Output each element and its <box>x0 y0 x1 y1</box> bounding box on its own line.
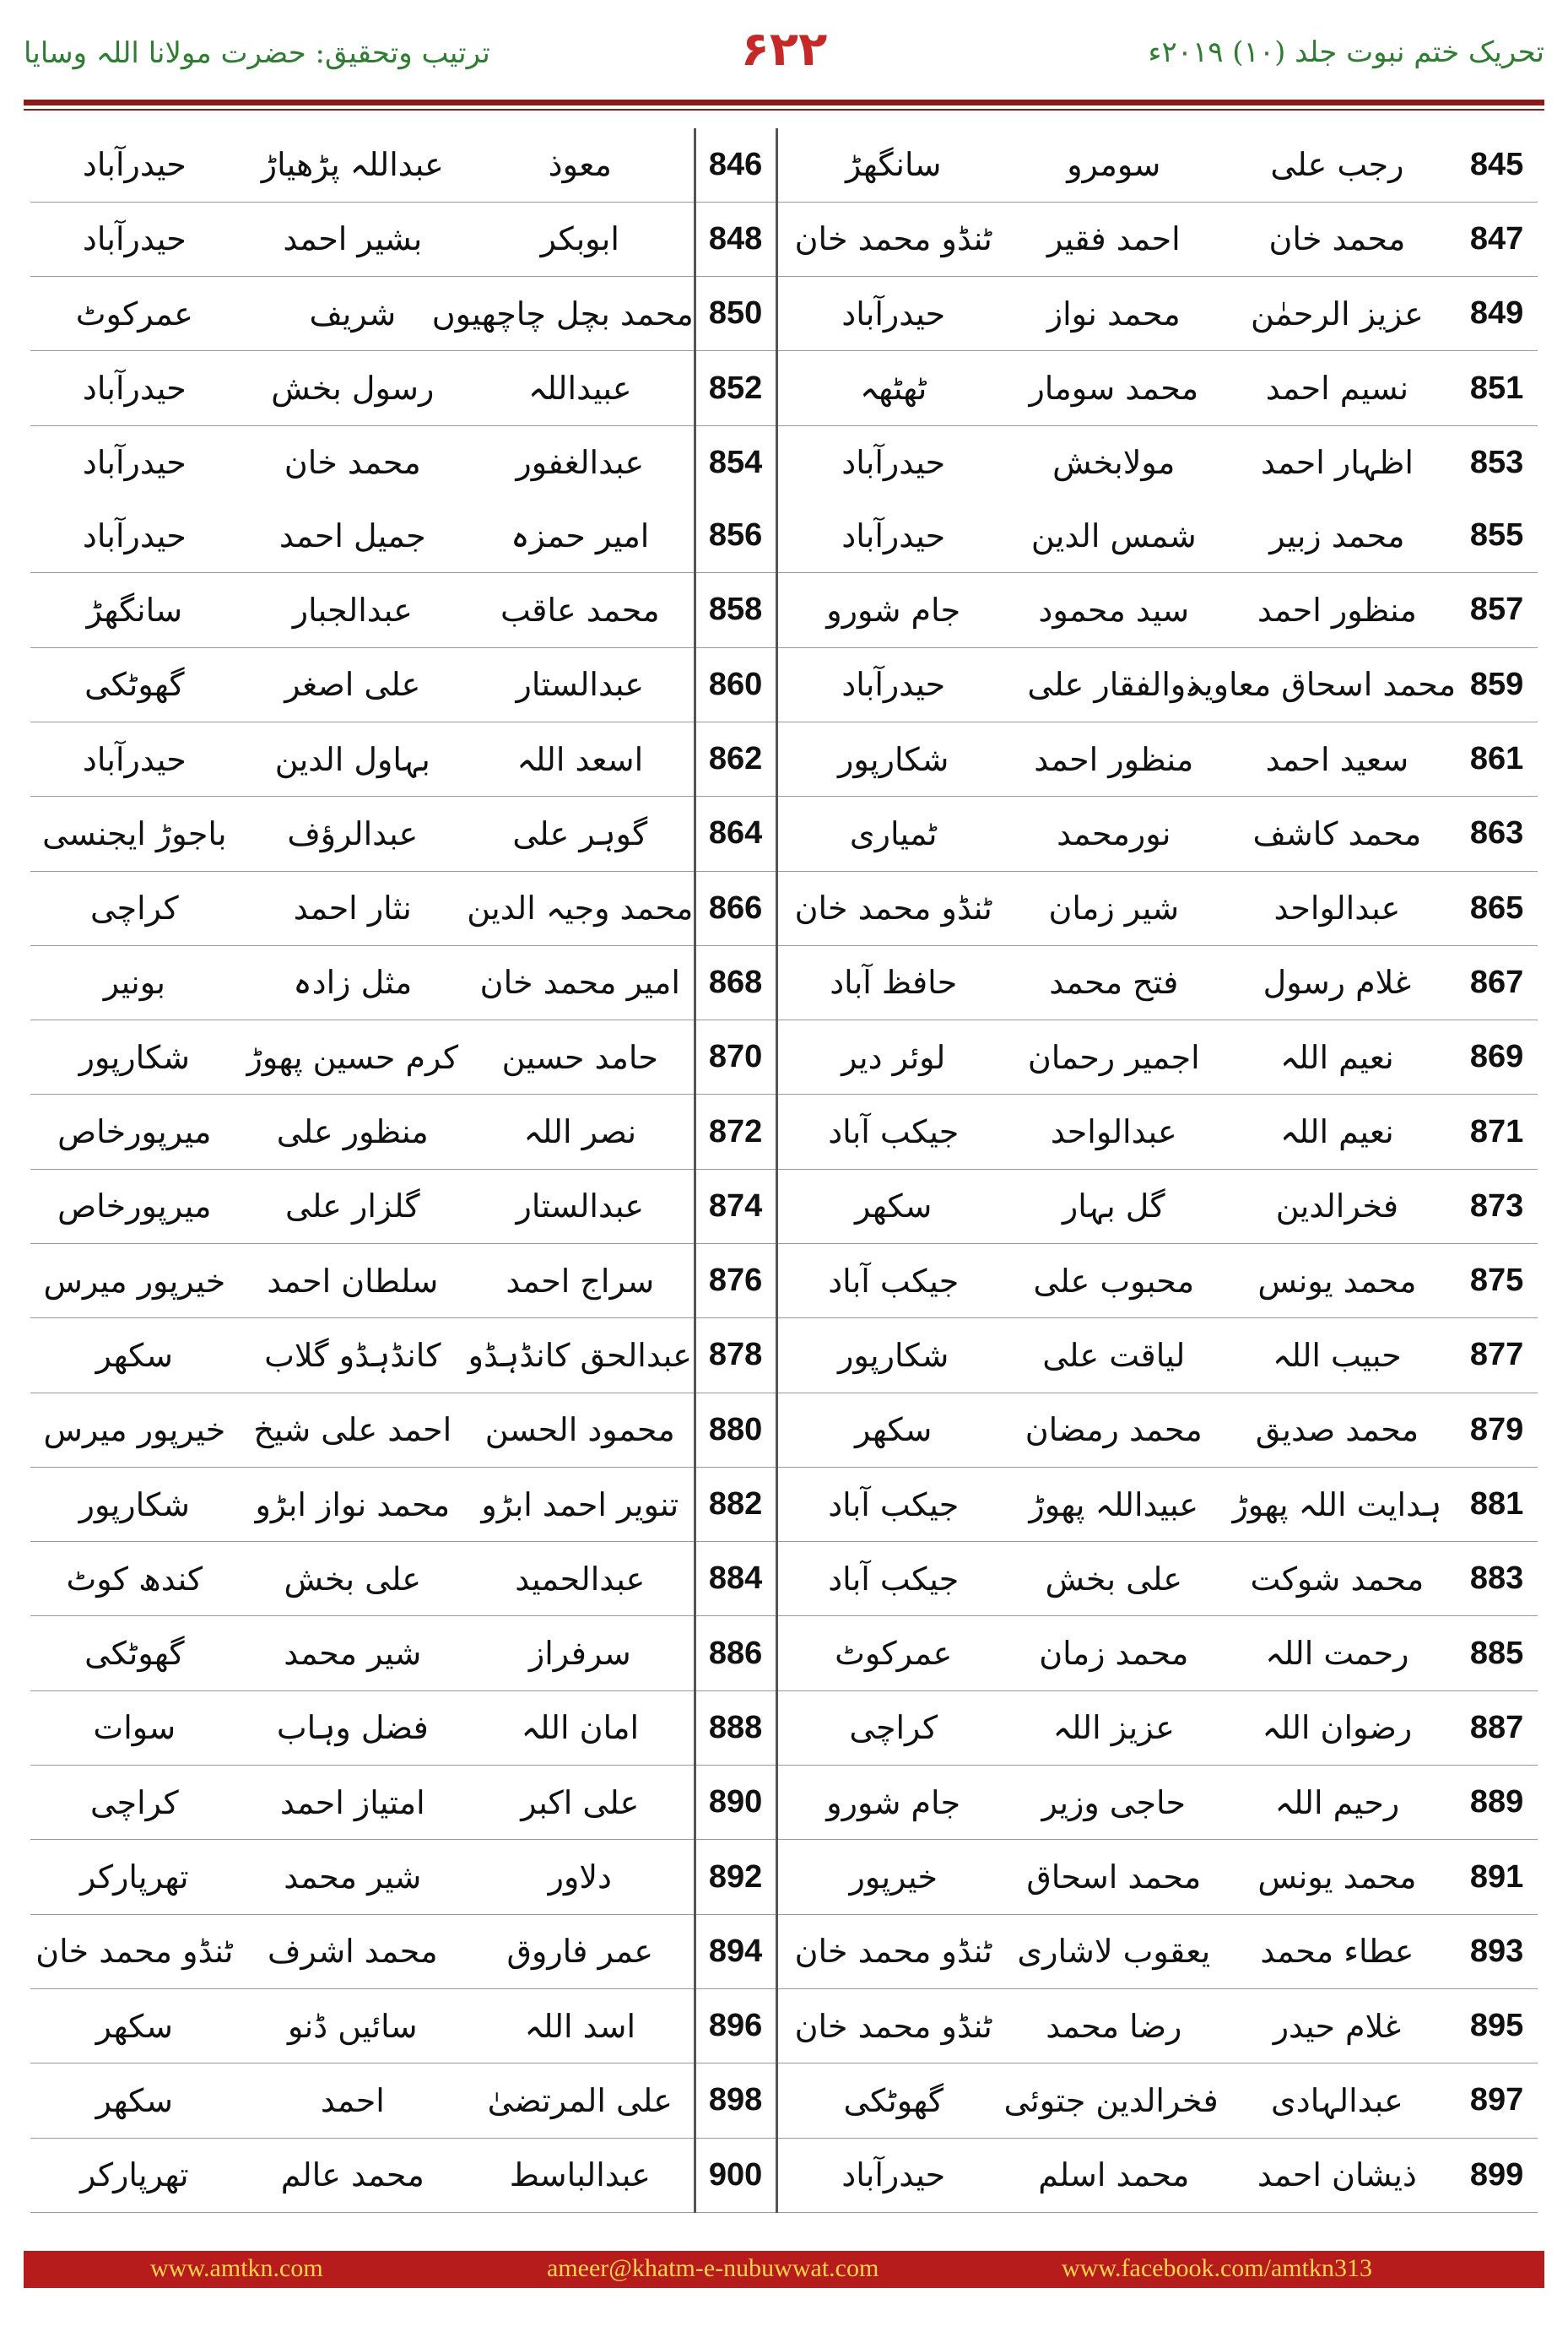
entry-father-name: محمد اسلم <box>1038 2156 1190 2194</box>
entry-city: تھرپارکر <box>80 2156 189 2194</box>
entry-father-name: احمد فقیر <box>1046 220 1181 258</box>
table-row <box>30 1467 1538 1541</box>
entry-name: عمر فاروق <box>506 1933 654 1971</box>
entry-name: نعیم اللہ <box>1280 1113 1394 1151</box>
entry-father-name: سید محمود <box>1038 591 1190 629</box>
entry-number: 875 <box>1469 1263 1524 1299</box>
entry-father-name: گل بہار <box>1062 1187 1165 1225</box>
entry-city: سوات <box>93 1709 176 1747</box>
entry-father-name: بہاول الدین <box>274 740 430 778</box>
entry-name: سراج احمد <box>506 1262 655 1300</box>
entry-name: عبدالحمید <box>515 1560 646 1598</box>
entry-father-name: مولابخش <box>1052 444 1176 482</box>
entry-number: 851 <box>1469 370 1524 406</box>
entry-number: 856 <box>695 500 776 573</box>
entry-father-name: نورمحمد <box>1057 814 1171 852</box>
entry-father-name: شیر محمد <box>284 1635 422 1673</box>
entry-city: گھوٹکی <box>84 1635 185 1673</box>
entry-name: رضوان اللہ <box>1262 1709 1413 1747</box>
entry-city: حیدرآباد <box>82 444 187 482</box>
entry-father-name: اجمیر رحمان <box>1027 1038 1200 1076</box>
entry-father-name: عبیداللہ پھوڑ <box>1029 1485 1199 1523</box>
entry-name: محمد اسحاق معاویہ <box>1185 666 1457 704</box>
table-row <box>30 1542 1538 1616</box>
entry-name: عطاء محمد <box>1260 1933 1414 1971</box>
entry-number: 867 <box>1469 964 1524 1000</box>
entry-number: 847 <box>1469 220 1524 257</box>
entry-number: 897 <box>1469 2082 1524 2118</box>
entry-city: جیکب آباد <box>776 1542 1009 1616</box>
entry-number: 874 <box>695 1169 776 1243</box>
entry-name: محمد عاقب <box>500 591 660 629</box>
entry-number: 881 <box>1469 1486 1524 1523</box>
entry-father-name: محمد سومار <box>1029 370 1199 408</box>
entry-number: 876 <box>695 1244 776 1318</box>
entry-city: خیرپور <box>776 1840 1009 1914</box>
entry-number: 896 <box>695 1988 776 2063</box>
entry-father-name: عبدالجبار <box>292 591 413 629</box>
entry-father-name: ذوالفقار علی <box>1027 666 1201 704</box>
website-link[interactable]: www.amtkn.com <box>150 2254 323 2282</box>
entry-father-name: حاجی وزیر <box>1041 1783 1187 1821</box>
entry-city: ٹنڈو محمد خان <box>776 1988 1009 2063</box>
entry-name: گوہر علی <box>512 814 648 852</box>
entry-name: سرفراز <box>528 1635 631 1673</box>
entry-number: 868 <box>695 945 776 1020</box>
entry-father-name: نثار احمد <box>293 890 412 928</box>
table-row <box>30 1914 1538 1988</box>
entry-number: 855 <box>1469 517 1524 554</box>
entry-number: 846 <box>695 128 776 202</box>
entry-name: غلام حیدر <box>1273 2007 1402 2045</box>
entry-number: 899 <box>1469 2156 1524 2193</box>
book-title: تحریک ختم نبوت جلد (۱۰) ۲۰۱۹ء <box>1148 35 1544 69</box>
entry-father-name: سومرو <box>1067 146 1161 184</box>
entry-name: محمد صدیق <box>1255 1411 1419 1449</box>
header-rule <box>24 100 1544 105</box>
facebook-link[interactable]: www.facebook.com/amtkn313 <box>1062 2254 1372 2282</box>
entry-father-name: عبدالرؤف <box>287 814 419 852</box>
table-row <box>30 945 1538 1020</box>
entry-city: خیرپور میرس <box>43 1411 226 1449</box>
entry-father-name: مثل زادہ <box>293 964 413 1002</box>
entry-name: معوذ <box>548 146 612 184</box>
entry-city: حیدرآباد <box>776 425 1009 499</box>
entry-city: جیکب آباد <box>776 1467 1009 1541</box>
entry-father-name: فخرالدین جتوئی <box>1003 2081 1219 2119</box>
entry-city: میرپورخاص <box>57 1113 212 1151</box>
entry-number: 849 <box>1469 295 1524 332</box>
entry-number: 892 <box>695 1840 776 1914</box>
entry-number: 850 <box>695 277 776 351</box>
entry-city: ٹھٹھہ <box>776 351 1009 425</box>
entry-name: تنویر احمد ابڑو <box>481 1485 679 1523</box>
entry-father-name: رضا محمد <box>1046 2007 1182 2045</box>
entry-name: محمد کاشف <box>1252 814 1422 852</box>
table-row <box>30 202 1538 276</box>
entry-city: گھوٹکی <box>776 2063 1009 2138</box>
entry-city: سکھر <box>95 2007 173 2045</box>
entry-name: سعید احمد <box>1265 740 1409 778</box>
table-row <box>30 797 1538 871</box>
table-row <box>30 1616 1538 1690</box>
entry-father-name: لیاقت علی <box>1042 1336 1186 1374</box>
entry-name: ابوبکر <box>540 220 619 258</box>
table-row <box>30 1840 1538 1914</box>
entry-city: کراچی <box>89 890 179 928</box>
names-table <box>30 128 1538 2213</box>
table-row <box>30 1020 1538 1095</box>
entry-city: حیدرآباد <box>82 370 187 408</box>
table-row <box>30 425 1538 499</box>
table-row <box>30 128 1538 202</box>
entry-city: جام شورو <box>776 573 1009 647</box>
page-header <box>24 19 1544 95</box>
entry-number: 873 <box>1469 1187 1524 1224</box>
entry-city: حیدرآباد <box>776 647 1009 722</box>
table-row <box>30 2063 1538 2138</box>
entry-father-name: محمد نواز ابڑو <box>255 1485 451 1523</box>
entry-father-name: شریف <box>309 295 397 333</box>
entry-city: عمرکوٹ <box>75 295 193 333</box>
entry-city: حافظ آباد <box>776 945 1009 1020</box>
entry-number: 857 <box>1469 592 1524 628</box>
entry-name: اسعد اللہ <box>516 740 644 778</box>
entry-number: 900 <box>695 2138 776 2212</box>
entry-name: عبدالہادی <box>1271 2081 1403 2119</box>
entry-father-name: فضل وہاب <box>276 1709 429 1747</box>
page-footer <box>24 2251 1544 2288</box>
entry-city: جیکب آباد <box>776 1095 1009 1169</box>
entry-city: شکارپور <box>78 1038 190 1076</box>
entry-name: علی المرتضیٰ <box>487 2081 673 2119</box>
entry-city: ٹنڈو محمد خان <box>776 871 1009 945</box>
entry-father-name: رسول بخش <box>271 370 435 408</box>
entry-father-name: سلطان احمد <box>267 1262 439 1300</box>
header-rule-thin <box>24 109 1544 111</box>
entry-father-name: یعقوب لاشاری <box>1017 1933 1211 1971</box>
table-row <box>30 2138 1538 2212</box>
entry-number: 862 <box>695 722 776 796</box>
table-row <box>30 1169 1538 1243</box>
entry-number: 898 <box>695 2063 776 2138</box>
entry-number: 872 <box>695 1095 776 1169</box>
entry-father-name: محمد اسحاق <box>1026 1858 1202 1896</box>
entry-number: 878 <box>695 1318 776 1393</box>
entry-city: جیکب آباد <box>776 1244 1009 1318</box>
entry-father-name: محمد خان <box>284 444 421 482</box>
entry-father-name: کانڈہڈو گلاب <box>264 1336 441 1374</box>
entry-number: 848 <box>695 202 776 276</box>
entry-father-name: شیر محمد <box>284 1858 422 1896</box>
entry-name: محمد وجیہ الدین <box>467 890 694 928</box>
entry-number: 870 <box>695 1020 776 1095</box>
entry-father-name: فتح محمد <box>1049 964 1179 1002</box>
entry-name: امیر محمد خان <box>479 964 680 1002</box>
entry-father-name: احمد علی شیخ <box>253 1411 452 1449</box>
entry-city: کندھ کوٹ <box>66 1560 203 1598</box>
entry-number: 860 <box>695 647 776 722</box>
entry-number: 861 <box>1469 741 1524 777</box>
entry-city: لوئر دیر <box>776 1020 1009 1095</box>
entry-father-name: منظور احمد <box>1034 740 1194 778</box>
table-row <box>30 1318 1538 1393</box>
entry-father-name: امتیاز احمد <box>279 1783 425 1821</box>
entry-number: 885 <box>1469 1635 1524 1671</box>
entry-name: عبدالستار <box>516 666 645 704</box>
entry-name: عبدالستار <box>516 1187 645 1225</box>
entry-name: نسیم احمد <box>1265 370 1409 408</box>
entry-name: نعیم اللہ <box>1280 1038 1394 1076</box>
page-number: ۶۲۲ <box>740 22 828 77</box>
entry-father-name: شیر زمان <box>1048 890 1180 928</box>
entry-number: 852 <box>695 351 776 425</box>
entry-number: 869 <box>1469 1039 1524 1075</box>
entry-number: 882 <box>695 1467 776 1541</box>
entry-number: 893 <box>1469 1933 1524 1969</box>
table-row <box>30 277 1538 351</box>
entry-name: حامد حسین <box>501 1038 658 1076</box>
entry-name: فخرالدین <box>1275 1187 1399 1225</box>
entry-city: شکارپور <box>776 722 1009 796</box>
email-link[interactable]: ameer@khatm-e-nubuwwat.com <box>547 2254 879 2282</box>
entry-father-name: علی بخش <box>284 1560 422 1598</box>
entry-number: 854 <box>695 425 776 499</box>
entry-number: 864 <box>695 797 776 871</box>
entry-father-name: محمد زمان <box>1039 1635 1189 1673</box>
entry-name: حبیب اللہ <box>1272 1336 1402 1374</box>
entry-number: 879 <box>1469 1411 1524 1447</box>
entry-city: سکھر <box>95 2081 173 2119</box>
table-row <box>30 647 1538 722</box>
entry-name: عبدالباسط <box>509 2156 651 2194</box>
entry-name: دلاور <box>548 1858 612 1896</box>
entry-number: 865 <box>1469 890 1524 926</box>
entry-name: محمد شوکت <box>1250 1560 1425 1598</box>
entry-city: تھرپارکر <box>80 1858 189 1896</box>
entry-name: رجب علی <box>1270 146 1404 184</box>
entry-city: ٹنڈو محمد خان <box>35 1933 234 1971</box>
entry-city: کراچی <box>776 1690 1009 1765</box>
table-row <box>30 1095 1538 1169</box>
entry-city: ٹنڈو محمد خان <box>776 1914 1009 1988</box>
entry-city: حیدرآباد <box>82 740 187 778</box>
entry-city: سکھر <box>776 1393 1009 1467</box>
entry-name: علی اکبر <box>521 1783 640 1821</box>
entry-city: حیدرآباد <box>82 517 187 554</box>
entry-father-name: علی اصغر <box>284 666 421 704</box>
table-row <box>30 1766 1538 1840</box>
entry-name: محمد زبیر <box>1269 517 1405 554</box>
entry-city: سانگھڑ <box>86 591 183 629</box>
entry-city: خیرپور میرس <box>43 1262 226 1300</box>
entry-number: 895 <box>1469 2008 1524 2044</box>
entry-name: اسد اللہ <box>524 2007 635 2045</box>
entry-number: 883 <box>1469 1560 1524 1597</box>
entry-father-name: منظور علی <box>276 1113 429 1151</box>
entry-father-name: کرم حسین پھوڑ <box>246 1038 459 1076</box>
entry-father-name: محبوب علی <box>1033 1262 1195 1300</box>
entry-city: میرپورخاص <box>57 1187 212 1225</box>
entry-name: نصر اللہ <box>523 1113 637 1151</box>
entry-city: حیدرآباد <box>776 500 1009 573</box>
table-row <box>30 351 1538 425</box>
entry-number: 886 <box>695 1616 776 1690</box>
entry-name: امیر حمزہ <box>511 517 650 554</box>
entry-city: کراچی <box>89 1783 179 1821</box>
entry-name: محمد خان <box>1268 220 1406 258</box>
entry-number: 894 <box>695 1914 776 1988</box>
entry-city: بونیر <box>103 964 165 1002</box>
entry-name: منظور احمد <box>1257 591 1417 629</box>
entry-name: امان اللہ <box>521 1709 640 1747</box>
entry-city: حیدرآباد <box>776 277 1009 351</box>
table-row <box>30 1244 1538 1318</box>
entry-city: شکارپور <box>776 1318 1009 1393</box>
entry-number: 877 <box>1469 1337 1524 1373</box>
entry-city: حیدرآباد <box>82 220 187 258</box>
entry-number: 845 <box>1469 146 1524 182</box>
entry-name: عبدالواحد <box>1273 890 1401 928</box>
entry-name: محمد یونس <box>1257 1262 1417 1300</box>
entry-number: 863 <box>1469 815 1524 852</box>
entry-number: 866 <box>695 871 776 945</box>
entry-city: گھوٹکی <box>84 666 185 704</box>
entry-number: 884 <box>695 1542 776 1616</box>
entry-father-name: محمد اشرف <box>267 1933 438 1971</box>
entry-father-name: گلزار علی <box>285 1187 420 1225</box>
entry-name: عبدالحق کانڈہڈو <box>468 1336 692 1374</box>
entry-city: جام شورو <box>776 1766 1009 1840</box>
entry-name: عبدالغفور <box>516 444 645 482</box>
entry-name: غلام رسول <box>1263 964 1412 1002</box>
table-body <box>30 128 1538 2213</box>
entry-name: عزیز الرحمٰن <box>1251 295 1424 333</box>
entry-number: 890 <box>695 1766 776 1840</box>
entry-number: 887 <box>1469 1709 1524 1745</box>
entry-father-name: جمیل احمد <box>278 517 426 554</box>
entry-father-name: عبدالواحد <box>1050 1113 1177 1151</box>
entry-city: ٹمیاری <box>776 797 1009 871</box>
entry-number: 889 <box>1469 1784 1524 1820</box>
table-row <box>30 500 1538 573</box>
entry-number: 880 <box>695 1393 776 1467</box>
entry-name: رحمت اللہ <box>1265 1635 1409 1673</box>
entry-city: شکارپور <box>78 1485 190 1523</box>
compiler-credit: ترتیب وتحقیق: حضرت مولانا اللہ وسایا <box>24 36 490 70</box>
entry-city: عمرکوٹ <box>776 1616 1009 1690</box>
entry-city: حیدرآباد <box>82 146 187 184</box>
entry-father-name: شمس الدین <box>1030 517 1197 554</box>
entry-name: ہدایت اللہ پھوڑ <box>1232 1485 1442 1523</box>
entry-city: حیدرآباد <box>776 2138 1009 2212</box>
entry-name: عبیداللہ <box>528 370 632 408</box>
entry-number: 859 <box>1469 666 1524 702</box>
entry-father-name: سائیں ڈنو <box>287 2007 418 2045</box>
table-row <box>30 871 1538 945</box>
entry-father-name: محمد رمضان <box>1025 1411 1203 1449</box>
entry-name: ذیشان احمد <box>1257 2156 1417 2194</box>
entry-city: سکھر <box>95 1336 173 1374</box>
entry-city: سانگھڑ <box>776 128 1009 202</box>
entry-city: ٹنڈو محمد خان <box>776 202 1009 276</box>
table-row <box>30 722 1538 796</box>
entry-city: سکھر <box>776 1169 1009 1243</box>
entry-father-name: عبداللہ پڑھیاڑ <box>261 146 444 184</box>
entry-name: محمود الحسن <box>484 1411 675 1449</box>
entry-number: 891 <box>1469 1858 1524 1895</box>
table-row <box>30 1690 1538 1765</box>
entry-father-name: علی بخش <box>1045 1560 1183 1598</box>
entry-father-name: بشیر احمد <box>283 220 423 258</box>
entry-number: 888 <box>695 1690 776 1765</box>
entry-name: محمد بچل چاچھیوں <box>431 295 694 333</box>
entry-father-name: محمد عالم <box>280 2156 424 2194</box>
entry-name: محمد یونس <box>1257 1858 1417 1896</box>
entry-name: رحیم اللہ <box>1274 1783 1400 1821</box>
table-row <box>30 1988 1538 2063</box>
entry-number: 858 <box>695 573 776 647</box>
entry-number: 853 <box>1469 444 1524 480</box>
entry-city: باجوڑ ایجنسی <box>42 814 227 852</box>
table-row <box>30 573 1538 647</box>
entry-father-name: احمد <box>320 2081 385 2119</box>
entry-father-name: محمد نواز <box>1046 295 1181 333</box>
entry-name: اظہار احمد <box>1260 444 1414 482</box>
entry-father-name: عزیز اللہ <box>1052 1709 1175 1747</box>
entry-number: 871 <box>1469 1113 1524 1149</box>
table-row <box>30 1393 1538 1467</box>
